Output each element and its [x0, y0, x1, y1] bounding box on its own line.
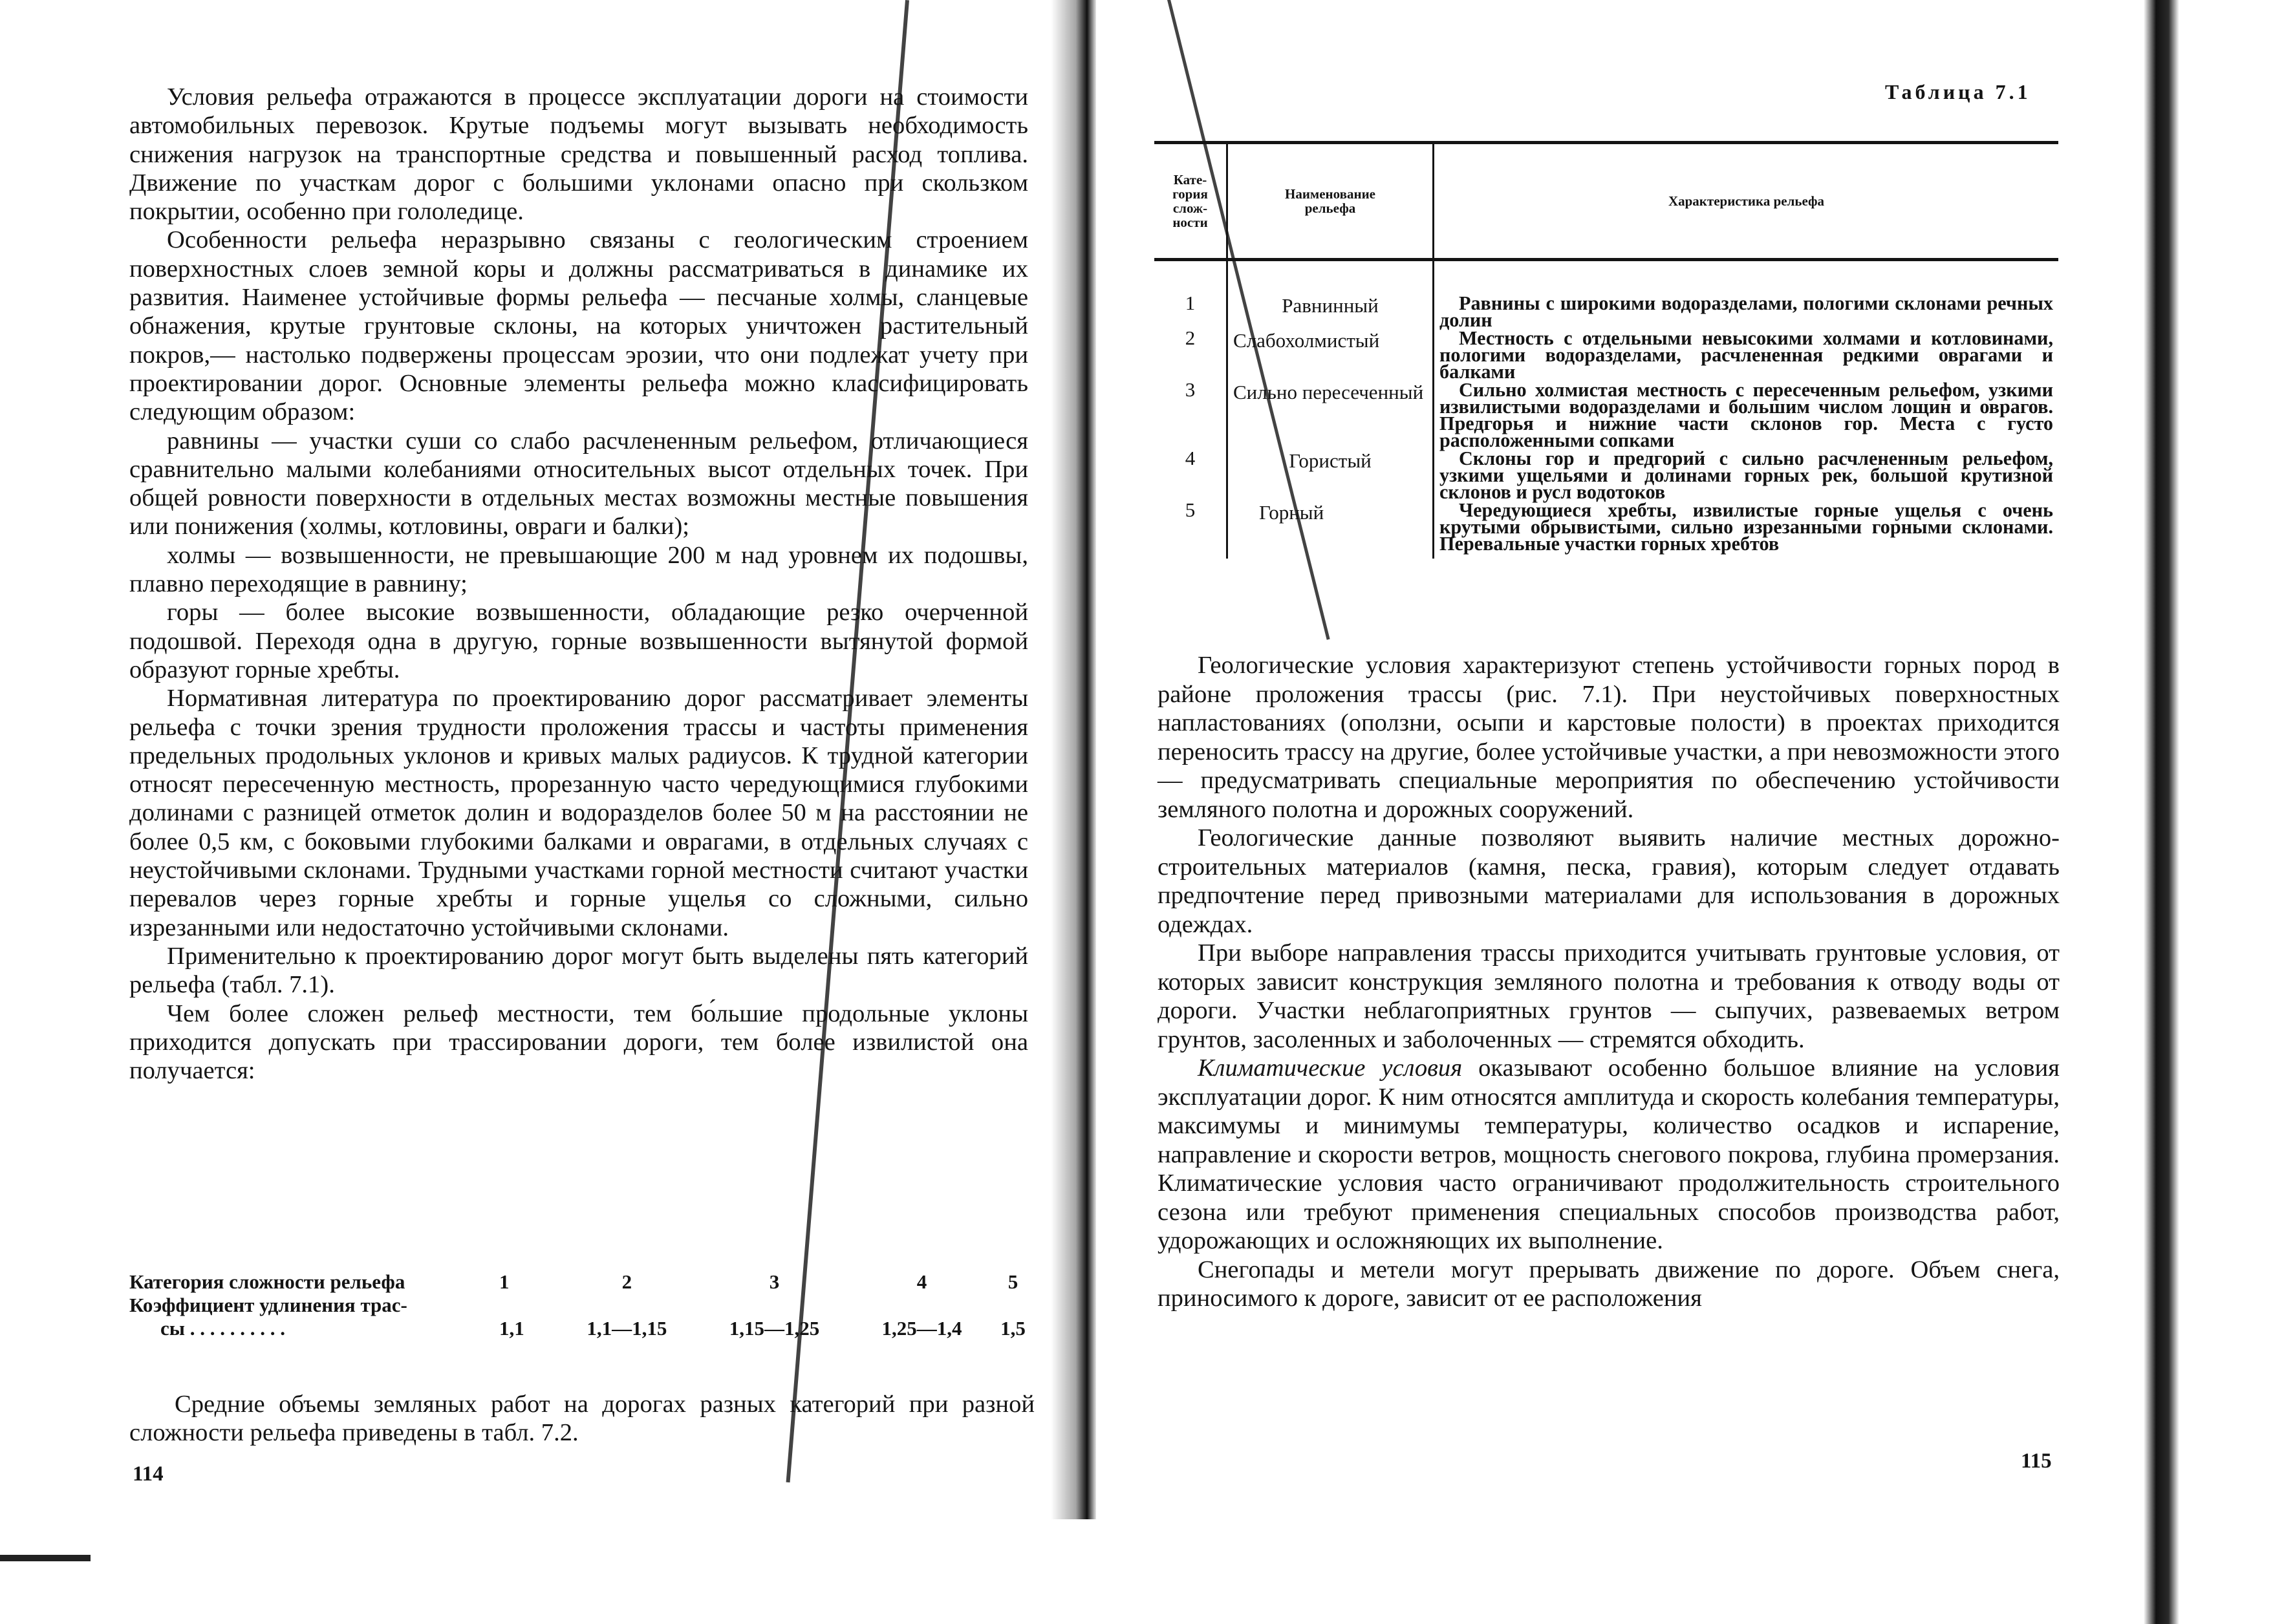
paragraph: горы — более высокие возвышенности, обладающие резко очерченной подошвой. Переходя одна в другую, горные возвышенности вытянутой формой образуют горные хребты. [129, 599, 1028, 683]
table-row [1154, 330, 2058, 381]
header-line: гория [1172, 186, 1208, 202]
paragraph: Применительно к проектированию дорог могут быть выделены пять категорий рельефа (табл. 7.1). [129, 942, 1028, 999]
relief-name: Сильно пересеченный [1227, 381, 1434, 450]
paragraph: Геологические данные позволяют выявить наличие местных дорожно-строительных материалов (камня, песка, гравия), которым следует отдавать предпочтение перед привозными материалами для использования в дорожных одеждах. [1158, 824, 2060, 938]
header-line: ности [1172, 215, 1208, 230]
category-value: 1 [499, 1270, 510, 1293]
relief-description: Чередующиеся хребты, извилистые горные ущелья с очень крутыми обрывистыми, сильно изрезанными горными склонами. Перевальные участки горных хребтов [1434, 502, 2059, 559]
relief-name: Равнинный [1227, 260, 1434, 330]
header-line: Наименование [1285, 186, 1375, 202]
header-line: слож- [1172, 200, 1208, 216]
category-value: 5 [1007, 1270, 1018, 1293]
table-row [1154, 260, 2058, 330]
left-closing-text [129, 1390, 1035, 1447]
column-header-name [1227, 143, 1434, 260]
header-line: рельефа [1304, 200, 1356, 216]
category-number: 5 [1185, 498, 1196, 521]
relief-name: Слабохолмистый [1227, 330, 1434, 381]
left-body-text [129, 83, 1028, 1085]
paragraph: Особенности рельефа неразрывно связаны с геологическим строением поверхностных слоев земной коры и должны рассматриваться в динамике их развития. Наименее устойчивые формы рельефа — песчаные холмы, сланцевые обнажения, крутые грунтовые склоны, на которых уничтожен растительный покров,— настолько подвержены процессам эрозии, что они подлежат учету при проектировании дорог. Основные элементы рельефа можно классифицировать следующим образом: [129, 226, 1028, 426]
row-label-line: сы . . . . . . . . . . [160, 1317, 285, 1340]
table-row [1154, 381, 2058, 450]
paragraph: Условия рельефа отражаются в процессе эксплуатации дороги на стоимости автомобильных перевозок. Крутые подъемы могут вызывать необходимость снижения нагрузок на транспортные средства и повышенный расход топлива. Движение по участкам дорог с большими уклонами опасно при скользком покрытии, особенно при гололедице. [129, 83, 1028, 226]
paragraph: Чем более сложен рельеф местности, тем бо́льшие продольные уклоны приходится допускать при трассировании дороги, тем более извилистой она получается: [129, 999, 1028, 1085]
category-number: 2 [1185, 326, 1196, 349]
right-body-text [1158, 651, 2060, 1313]
category-value: 4 [916, 1270, 927, 1293]
table-row [1154, 502, 2058, 559]
paragraph: Средние объемы земляных работ на дорогах разных категорий при разной сложности рельефа приведены в табл. 7.2. [129, 1391, 1035, 1446]
category-number: 1 [1185, 292, 1196, 314]
paragraph [1158, 1054, 2060, 1255]
relief-category-table [1154, 141, 2058, 559]
relief-description: Склоны гор и предгорий с сильно расчлененным рельефом, узкими ущельями и долинами горных рек, большой крутизной склонов и русл водотоков [1434, 450, 2059, 502]
coefficient-value: 1,15—1,25 [729, 1317, 820, 1340]
table-caption: Таблица 7.1 [1885, 80, 2031, 103]
paragraph: Нормативная литература по проектированию дорог рассматривает элементы рельефа с точки зрения трудности проложения трассы и частоты применения предельных продольных уклонов и кривых малых радиусов. К трудной категории относят пересеченную местность, прорезанную часто чередующимися глубокими долинами с разницей отметок долин и водоразделов более 50 м на расстоянии не более 0,5 км, с боковыми глубокими балками и оврагами, в отдельных случаях с неустойчивыми склонами. Трудными участками горной местности считают участки перевалов через горные хребты и горные ущелья со сложными, сильно изрезанными или недостаточно устойчивыми склонами. [129, 685, 1028, 941]
relief-description: Равнины с широкими водоразделами, пологими склонами речных долин [1434, 260, 2059, 330]
relief-description: Местность с отдельными невысокими холмами и котловинами, пологими водоразделами, расчлененная редкими оврагами и балками [1434, 330, 2059, 381]
row-label: Категория сложности рельефа [129, 1270, 405, 1293]
table-row [1154, 450, 2058, 502]
category-value: 3 [769, 1270, 780, 1293]
table-header-row [1154, 143, 2058, 260]
page-number: 114 [133, 1462, 164, 1486]
left-page [0, 0, 1080, 1624]
relief-name: Гористый [1227, 450, 1434, 502]
right-page [1112, 0, 2273, 1624]
paragraph: При выборе направления трассы приходится учитывать грунтовые условия, от которых зависит конструкция земляного полотна и требования к отводу воды от дороги. Участки неблагоприятных грунтов — сыпучих, развеваемых ветром грунтов, засоленных и заболоченных — стремятся обходить. [1158, 939, 2060, 1053]
row-label [129, 1294, 491, 1340]
paragraph: Геологические условия характеризуют степень устойчивости горных пород в районе проложения трассы (рис. 7.1). При неустойчивых поверхностных напластованиях (оползни, осыпи и карстовые полости) в проектах приходится переносить трассу на другие, более устойчивые участки, а при невозможности этого — предусматривать специальные мероприятия по обеспечению устойчивости земляного полотна и дорожных сооружений. [1158, 652, 2060, 823]
table-row [129, 1270, 1035, 1294]
relief-description: Сильно холмистая местность с пересеченным рельефом, узкими извилистыми водоразделами и большим числом лощин и оврагов. Предгорья и нижние части склонов гор. Места с густо расположенными сопками [1434, 381, 2059, 450]
coefficient-value: 1,25—1,4 [881, 1317, 962, 1340]
relief-name: Горный [1227, 502, 1434, 559]
header-line: Кате- [1173, 172, 1207, 187]
coefficient-value: 1,5 [1000, 1317, 1026, 1340]
paragraph: Снегопады и метели могут прерывать движение по дороге. Объем снега, приносимого к дороге, зависит от ее расположения [1158, 1255, 2060, 1312]
emphasized-term: Климатические условия [1198, 1054, 1463, 1082]
coefficient-value: 1,1 [499, 1317, 524, 1340]
row-label-line: Коэффициент удлинения трас- [129, 1294, 407, 1316]
paragraph: холмы — возвышенности, не превышающие 200 м над уровнем их подошвы, плавно переходящие в равнину; [129, 541, 1028, 598]
column-header-characteristic: Характеристика рельефа [1434, 143, 2059, 260]
category-number: 4 [1185, 447, 1196, 469]
category-value: 2 [621, 1270, 632, 1293]
table-row [129, 1294, 1035, 1340]
column-header-category [1154, 143, 1227, 260]
page-number: 115 [2021, 1449, 2052, 1473]
paragraph: равнины — участки суши со слабо расчлененным рельефом, отличающиеся сравнительно малыми колебаниями относительных высот отдельных точек. При общей ровности поверхности в отдельных местах возможны местные повышения или понижения (холмы, котловины, овраги и балки); [129, 427, 1028, 540]
paragraph-text: оказывают особенно большое влияние на условия эксплуатации дорог. К ним относятся амплитуда и скорость колебания температуры, максимумы и минимумы температуры, количество осадков и испарение, направление и скорости ветров, мощность снегового покрова, глубина промерзания. Климатические условия часто ограничивают продолжительность строительного сезона или требуют применения специальных способов производства работ, удорожающих и осложняющих их выполнение. [1158, 1054, 2060, 1254]
coefficient-value: 1,1—1,15 [587, 1317, 667, 1340]
elongation-coefficient-table [129, 1270, 1035, 1340]
category-number: 3 [1185, 378, 1196, 401]
